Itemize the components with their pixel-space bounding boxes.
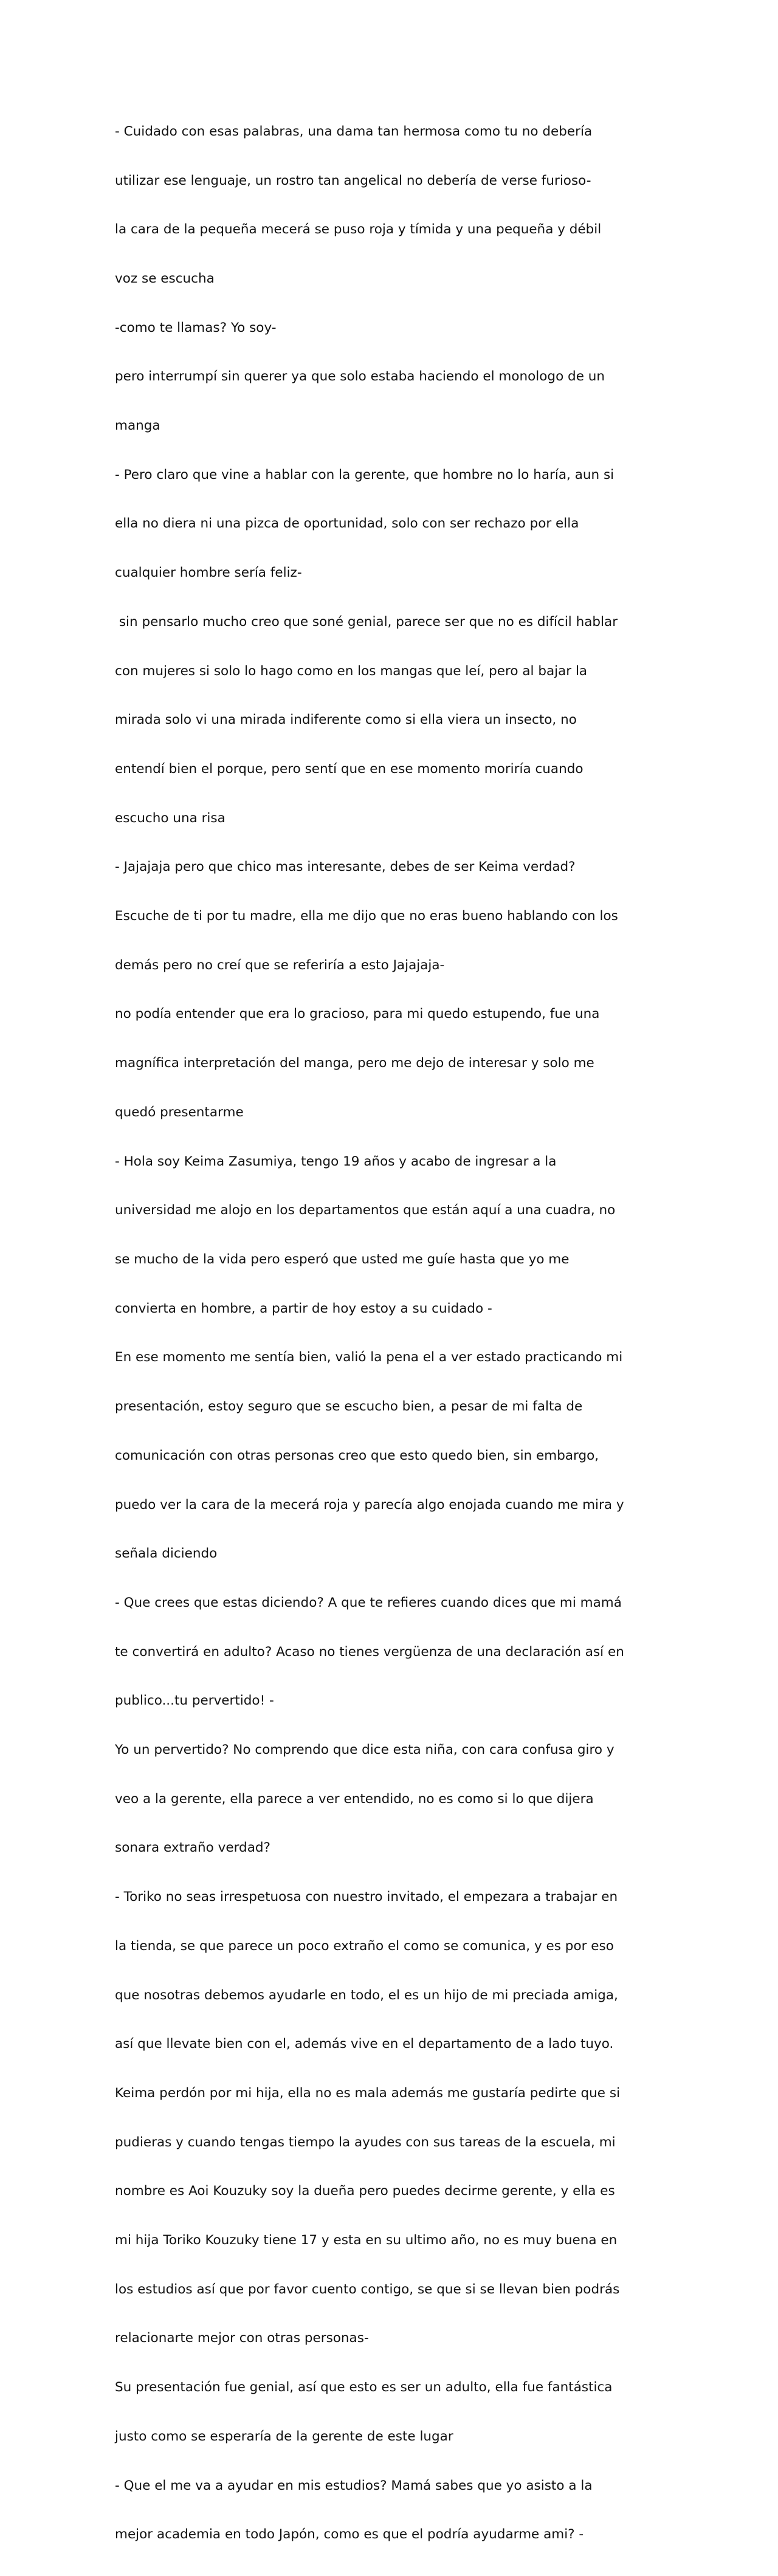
text-line: Yo un pervertido? No comprendo que dice esta niña, con cara confusa giro y xyxy=(115,1742,614,1758)
document-body xyxy=(115,91,668,2576)
text-line: mirada solo vi una mirada indiferente como si ella viera un insecto, no xyxy=(115,712,577,728)
text-line: universidad me alojo en los departamentos que están aquí a una cuadra, no xyxy=(115,1203,616,1218)
text-line: nombre es Aoi Kouzuky soy la dueña pero puedes decirme gerente, y ella es xyxy=(115,2183,615,2199)
text-line: demás pero no creí que se referiría a esto Jajajaja- xyxy=(115,957,445,973)
text-line: puedo ver la cara de la mecerá roja y parecía algo enojada cuando me mira y xyxy=(115,1497,624,1513)
text-line: los estudios así que por favor cuento contigo, se que si se llevan bien podrás xyxy=(115,2281,620,2297)
text-line: - Toriko no seas irrespetuosa con nuestro invitado, el empezara a trabajar en xyxy=(115,1889,618,1905)
text-line: justo como se esperaría de la gerente de este lugar xyxy=(115,2428,453,2444)
text-line: - Cuidado con esas palabras, una dama tan hermosa como tu no debería xyxy=(115,123,593,139)
text-line: Su presentación fue genial, así que esto es ser un adulto, ella fue fantástica xyxy=(115,2380,613,2396)
text-line: señala diciendo xyxy=(115,1546,218,1562)
text-line: cualquier hombre sería feliz- xyxy=(115,565,302,581)
text-line: convierta en hombre, a partir de hoy estoy a su cuidado - xyxy=(115,1300,492,1316)
text-line: no podía entender que era lo gracioso, para mi quedo estupendo, fue una xyxy=(115,1006,600,1022)
text-line: magnífica interpretación del manga, pero me dejo de interesar y solo me xyxy=(115,1056,594,1071)
text-line: así que llevate bien con el, además vive en el departamento de a lado tuyo. xyxy=(115,2036,614,2052)
text-line: quedó presentarme xyxy=(115,1104,244,1120)
text-line: comunicación con otras personas creo que esto quedo bien, sin embargo, xyxy=(115,1448,599,1463)
text-line: con mujeres si solo lo hago como en los mangas que leí, pero al bajar la xyxy=(115,663,588,679)
text-line: utilizar ese lenguaje, un rostro tan angelical no debería de verse furioso- xyxy=(115,173,591,188)
text-line: - Que crees que estas diciendo? A que te refieres cuando dices que mi mamá xyxy=(115,1595,622,1610)
text-line: la tienda, se que parece un poco extraño el como se comunica, y es por eso xyxy=(115,1938,614,1954)
text-line: Escuche de ti por tu madre, ella me dijo que no eras bueno hablando con los xyxy=(115,908,618,924)
text-line: ella no diera ni una pizca de oportunidad, solo con ser rechazo por ella xyxy=(115,516,579,532)
text-line: que nosotras debemos ayudarle en todo, el es un hijo de mi preciada amiga, xyxy=(115,1987,618,2003)
text-line: entendí bien el porque, pero sentí que en ese momento moriría cuando xyxy=(115,761,584,777)
text-line: - Hola soy Keima Zasumiya, tengo 19 años y acabo de ingresar a la xyxy=(115,1153,557,1169)
text-line: escucho una risa xyxy=(115,810,225,826)
text-line: -como te llamas? Yo soy- xyxy=(115,320,277,335)
text-line: pudieras y cuando tengas tiempo la ayudes con sus tareas de la escuela, mi xyxy=(115,2134,616,2150)
text-line: - Que el me va a ayudar en mis estudios? Mamá sabes que yo asisto a la xyxy=(115,2478,593,2493)
text-line: se mucho de la vida pero esperó que usted me guíe hasta que yo me xyxy=(115,1251,570,1267)
text-line: mejor academia en todo Japón, como es que el podría ayudarme ami? - xyxy=(115,2527,584,2543)
text-line: veo a la gerente, ella parece a ver entendido, no es como si lo que dijera xyxy=(115,1791,594,1807)
text-line: publico...tu pervertido! - xyxy=(115,1693,274,1709)
text-line: Keima perdón por mi hija, ella no es mala además me gustaría pedirte que si xyxy=(115,2085,621,2101)
text-line: voz se escucha xyxy=(115,270,215,286)
text-line: En ese momento me sentía bien, valió la pena el a ver estado practicando mi xyxy=(115,1350,623,1365)
text-line: presentación, estoy seguro que se escucho bien, a pesar de mi falta de xyxy=(115,1399,583,1415)
text-line: sin pensarlo mucho creo que soné genial, parece ser que no es difícil hablar xyxy=(115,614,618,630)
text-line: - Pero claro que vine a hablar con la gerente, que hombre no lo haría, aun si xyxy=(115,467,614,483)
text-line: pero interrumpí sin querer ya que solo estaba haciendo el monologo de un xyxy=(115,369,605,385)
text-line: - Jajajaja pero que chico mas interesante, debes de ser Keima verdad? xyxy=(115,859,576,875)
text-line: te convertirá en adulto? Acaso no tienes vergüenza de una declaración así en xyxy=(115,1644,624,1660)
text-line: la cara de la pequeña mecerá se puso roja y tímida y una pequeña y débil xyxy=(115,222,602,238)
text-line: sonara extraño verdad? xyxy=(115,1840,270,1856)
text-line: relacionarte mejor con otras personas- xyxy=(115,2330,369,2346)
text-line: manga xyxy=(115,418,160,434)
text-line: mi hija Toriko Kouzuky tiene 17 y esta en su ultimo año, no es muy buena en xyxy=(115,2233,618,2248)
